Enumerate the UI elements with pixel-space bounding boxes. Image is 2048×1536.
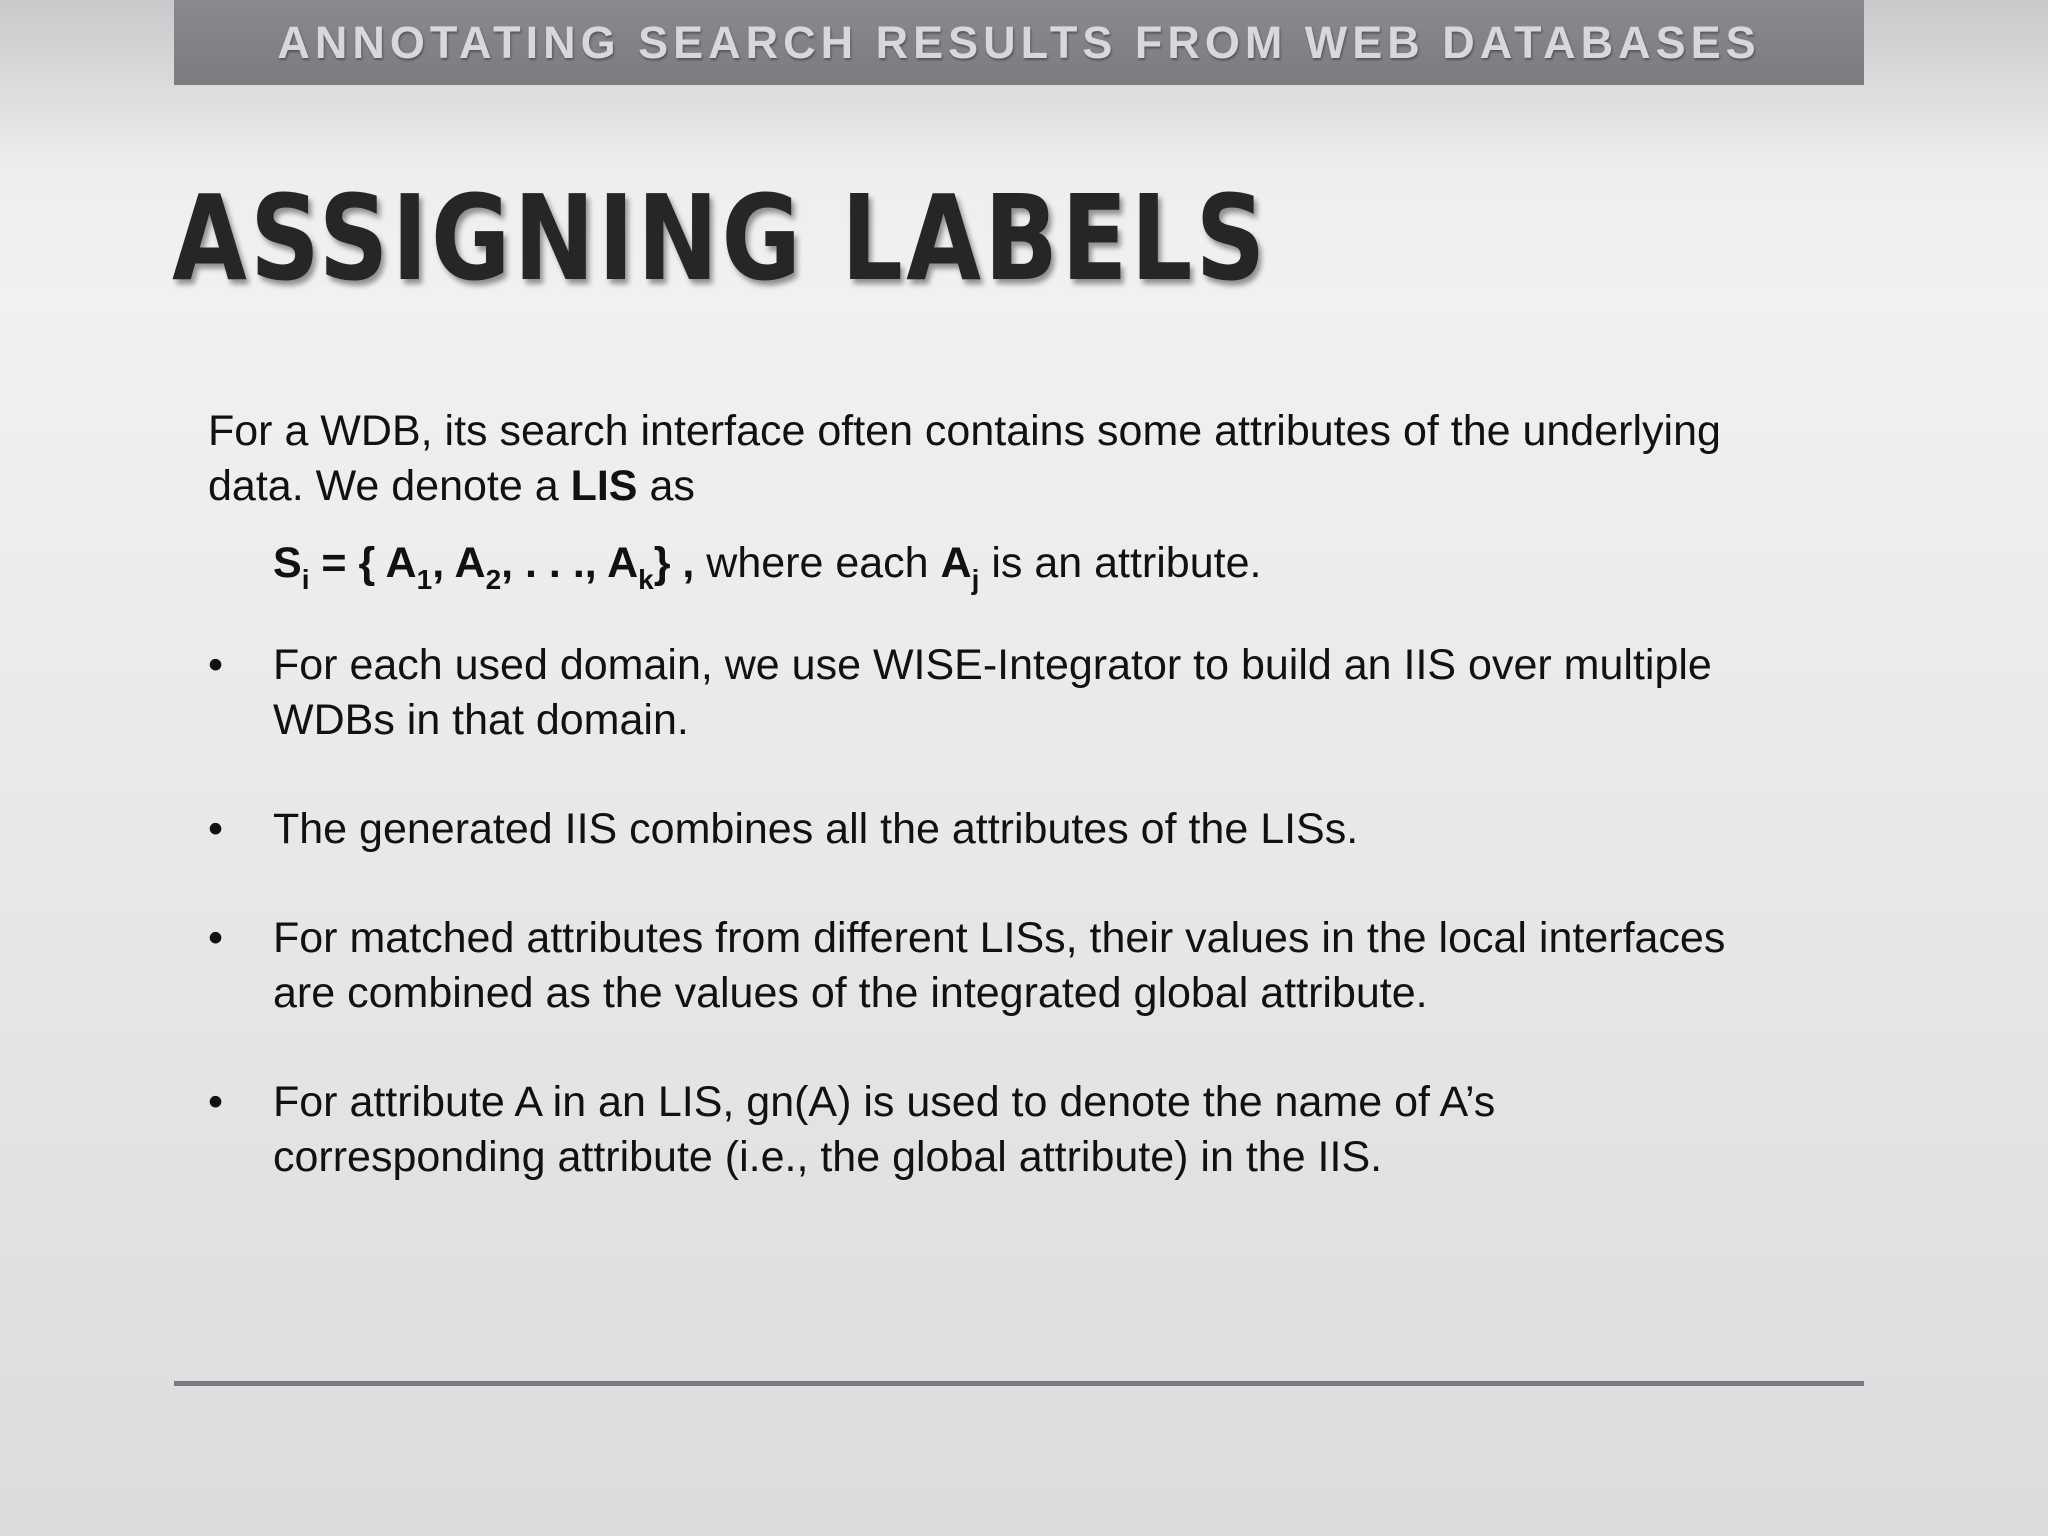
bullet-text-line-2: corresponding attribute (i.e., the global attribute) in the IIS. bbox=[273, 1133, 1383, 1181]
bullet-item bbox=[208, 638, 1888, 748]
formula-eq-open: = { A bbox=[309, 539, 417, 587]
intro-line-1: For a WDB, its search interface often contains some attributes of the underlying bbox=[208, 407, 1721, 455]
bullet-text-line-1: For matched attributes from different LISs, their values in the local interfaces bbox=[273, 914, 1726, 962]
formula-s-sub: i bbox=[301, 564, 310, 595]
bullet-icon: • bbox=[208, 641, 224, 689]
formula-aj-sub: j bbox=[971, 564, 980, 595]
intro-line-2-suffix: as bbox=[637, 462, 695, 510]
formula-sub-k: k bbox=[638, 564, 654, 595]
formula-mid-1: , A bbox=[432, 539, 486, 587]
formula-aj-letter: A bbox=[940, 539, 972, 587]
lis-term: LIS bbox=[570, 462, 638, 510]
bullet-text-line-1: For attribute A in an LIS, gn(A) is used to denote the name of A’s bbox=[273, 1078, 1496, 1126]
formula-line bbox=[208, 536, 1888, 595]
bullet-text-line-2: are combined as the values of the integrated global attribute. bbox=[273, 969, 1428, 1017]
bullet-item bbox=[208, 911, 1888, 1021]
bullet-text-line-1: The generated IIS combines all the attributes of the LISs. bbox=[273, 805, 1359, 853]
slide-title: ASSIGNING LABELS bbox=[172, 169, 1269, 307]
bullet-list bbox=[208, 638, 1888, 1185]
slide-body bbox=[208, 404, 1888, 1239]
bullet-icon: • bbox=[208, 914, 224, 962]
bullet-text-line-2: WDBs in that domain. bbox=[273, 696, 689, 744]
footer-divider bbox=[174, 1381, 1864, 1386]
formula-tail: is an attribute. bbox=[979, 539, 1262, 587]
header-bar bbox=[174, 0, 1864, 85]
formula-close: } , bbox=[653, 539, 695, 587]
formula-sub-1: 1 bbox=[416, 564, 433, 595]
formula-where-text: where each bbox=[694, 539, 941, 587]
bullet-icon: • bbox=[208, 805, 224, 853]
formula-sub-2: 2 bbox=[485, 564, 502, 595]
bullet-icon: • bbox=[208, 1078, 224, 1126]
intro-line-2-prefix: data. We denote a bbox=[208, 462, 571, 510]
header-title: ANNOTATING SEARCH RESULTS FROM WEB DATABASES bbox=[277, 16, 1761, 68]
bullet-text-line-1: For each used domain, we use WISE-Integrator to build an IIS over multiple bbox=[273, 641, 1712, 689]
formula-s: S bbox=[273, 539, 302, 587]
formula-aj bbox=[940, 539, 980, 595]
bullet-item bbox=[208, 1075, 1888, 1185]
formula-expression bbox=[273, 539, 695, 595]
bullet-item bbox=[208, 802, 1888, 857]
intro-paragraph bbox=[208, 404, 1888, 514]
formula-mid-2: , . . ., A bbox=[501, 539, 639, 587]
